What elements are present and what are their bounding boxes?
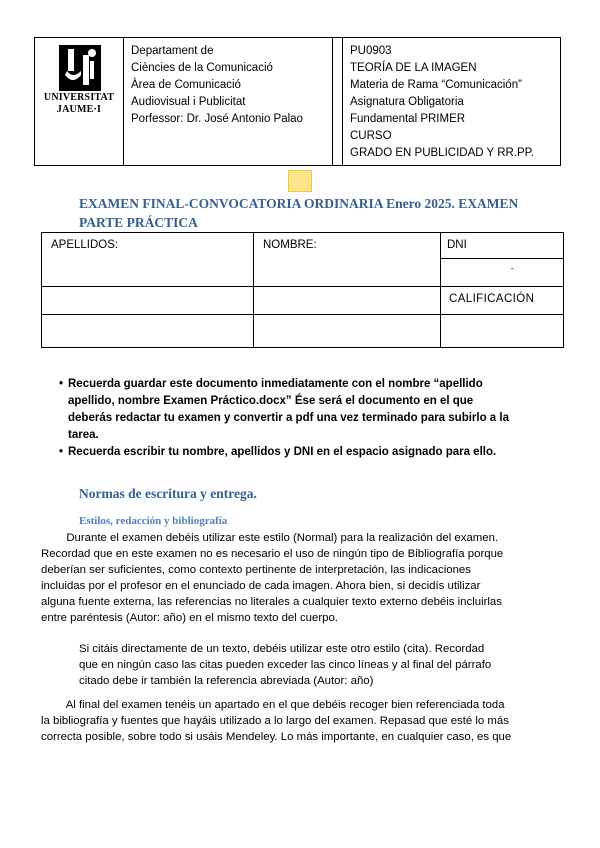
department-cell: [124, 38, 333, 166]
section-heading: Normas de escritura y entrega.: [79, 486, 257, 501]
department-line: Departament de: [131, 45, 214, 57]
department-line: Àrea de Comunicació: [131, 79, 241, 91]
nombre-label: NOMBRE:: [263, 239, 317, 251]
paragraph-line: alguna fuente externa, las referencias no literales a cualquier texto externo debéis incluirlas: [41, 596, 502, 608]
paragraph-line: correcta posible, sobre todo si usáis Mendeley. Lo más importante, en cualquier caso, es que: [41, 731, 512, 743]
exam-title: EXAMEN FINAL-CONVOCATORIA ORDINARIA Enero 2025. EXAMEN PARTE PRÁCTICA: [79, 196, 519, 230]
paragraph-line: citado debe ir también la referencia abreviada (Autor: año): [79, 675, 374, 687]
department-line: Ciències de la Comunicació: [131, 62, 273, 74]
subject-line: CURSO: [350, 130, 392, 142]
dni-label: DNI: [447, 239, 467, 251]
paragraph-line: que en ningún caso las citas pueden exceder las cinco líneas y al final del párrafo: [79, 659, 492, 671]
paragraph-line: deberían ser suficientes, como contexto pertinente de interpretación, las indicaciones: [41, 564, 471, 576]
paragraph-line: incluidas por el profesor en el enunciado de cada imagen. Ahora bien, si decidís utilizar: [41, 580, 481, 592]
university-logo-icon: [59, 45, 101, 91]
empty-cell[interactable]: [254, 287, 441, 315]
dni-field[interactable]: [441, 233, 564, 287]
logo-cell: [35, 38, 124, 166]
bibliography-paragraph: [41, 697, 511, 745]
subject-code: PU0903: [350, 45, 392, 57]
instruction-line: deberás redactar tu examen y convertir a pdf una vez terminado para subirlo a la: [68, 412, 509, 424]
professor-line: Porfessor: Dr. José Antonio Palao: [131, 113, 303, 125]
subject-line: GRADO EN PUBLICIDAD Y RR.PP.: [350, 147, 535, 159]
normal-style-paragraph: [41, 530, 503, 626]
empty-cell[interactable]: [42, 315, 254, 348]
instruction-line: tarea.: [68, 429, 99, 441]
university-logo: [35, 38, 123, 165]
instruction-line: Recuerda guardar este documento inmediatamente con el nombre “apellido: [68, 378, 483, 390]
instruction-line: Recuerda escribir tu nombre, apellidos y DNI en el espacio asignado para ello.: [68, 446, 497, 458]
paragraph-line: Durante el examen debéis utilizar este estilo (Normal) para la realización del examen.: [41, 532, 499, 544]
calificacion-field[interactable]: [441, 315, 564, 348]
subject-cell: [333, 38, 561, 166]
sub-heading: Estilos, redacción y bibliografía: [79, 515, 228, 527]
paragraph-line: Al final del examen tenéis un apartado en el que debéis recoger bien referenciada toda: [41, 699, 505, 711]
subject-line: Materia de Rama “Comunicación”: [350, 79, 522, 91]
bullet-icon: •: [59, 378, 64, 390]
instructions-list: [59, 376, 554, 461]
apellidos-label: APELLIDOS:: [51, 239, 119, 251]
calificacion-label: CALIFICACIÓN: [449, 293, 535, 305]
paragraph-line: Si citáis directamente de un texto, debéis utilizar este otro estilo (cita). Recordad: [79, 643, 485, 655]
subject-line: TEORÍA DE LA IMAGEN: [350, 62, 477, 74]
instruction-item: [59, 376, 554, 444]
bullet-icon: •: [59, 446, 64, 458]
header-table: [34, 37, 561, 166]
nombre-field[interactable]: [254, 233, 441, 287]
logo-text-line2: JAUME·I: [56, 104, 102, 115]
instruction-line: apellido, nombre Examen Práctico.docx” Ése será el documento en el que: [68, 395, 474, 407]
empty-cell[interactable]: [42, 287, 254, 315]
instruction-item: [59, 444, 554, 461]
calificacion-header: [441, 287, 564, 315]
paragraph-line: Recordad que en este examen no es necesario el uso de ningún tipo de Bibliografía porque: [41, 548, 504, 560]
department-line: Audiovisual i Publicitat: [131, 96, 246, 108]
empty-cell[interactable]: [254, 315, 441, 348]
highlight-marker: [288, 170, 312, 192]
logo-text-line1: UNIVERSITAT: [43, 92, 115, 103]
subject-line: Asignatura Obligatoria: [350, 96, 464, 108]
paragraph-line: entre paréntesis (Autor: año) en el mismo texto del cuerpo.: [41, 612, 338, 624]
paragraph-line: la bibliografía y fuentes que hayáis utilizado a lo largo del examen. Repasad que esté lo más: [41, 715, 509, 727]
apellidos-field[interactable]: [42, 233, 254, 287]
subject-line: Fundamental PRIMER: [350, 113, 466, 125]
cita-style-paragraph: [79, 641, 491, 689]
student-info-table: [41, 232, 564, 348]
